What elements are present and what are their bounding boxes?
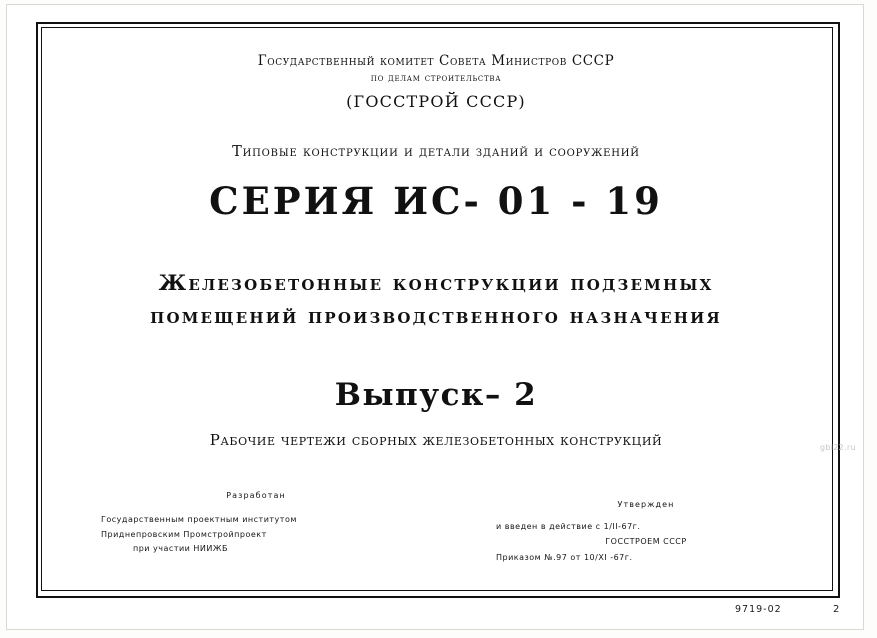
series-number: СЕРИЯ ИС- 01 - 19 — [209, 179, 663, 223]
organization-line-2: по делам строительства — [370, 72, 502, 84]
main-title-line-2: помещений производственного назначения — [150, 302, 722, 328]
working-drawings-label: Рабочие чертежи сборных железобетонных конструкций — [209, 431, 663, 449]
approval-line-3: Приказом №.97 от 10/XI -67г. — [496, 552, 633, 562]
developer-line-1: Государственным проектным институтом — [101, 514, 297, 524]
organization-line-1: Государственный комитет Совета Министров СССР — [257, 53, 615, 69]
watermark: gbi22.ru — [820, 443, 856, 452]
approval-line-2: ГОССТРОЕМ СССР — [605, 537, 687, 547]
developer-block — [101, 489, 411, 557]
approval-block-header: Утвержден — [617, 500, 675, 509]
organization-line-3: (ГОССТРОЙ СССР) — [346, 92, 526, 111]
document-subtitle: Типовые конструкции и детали зданий и сооружений — [232, 144, 640, 160]
developer-block-header: Разработан — [226, 491, 286, 500]
document-main-title — [41, 267, 831, 332]
footer-document-code: 9719-02 — [735, 604, 782, 615]
issue-number: Выпуск– 2 — [334, 377, 538, 413]
approval-line-1: и введен в действие с 1/II-67г. — [496, 522, 641, 532]
developer-line-2: Приднепровским Промстройпроект — [101, 529, 267, 539]
main-title-line-1: Железобетонные конструкции подземных — [158, 270, 714, 295]
approval-block — [496, 497, 796, 565]
footer-page-number: 2 — [833, 604, 840, 615]
title-page-content — [41, 27, 831, 589]
developer-line-3: при участии НИИЖБ — [133, 544, 229, 554]
organization-block — [41, 53, 831, 111]
